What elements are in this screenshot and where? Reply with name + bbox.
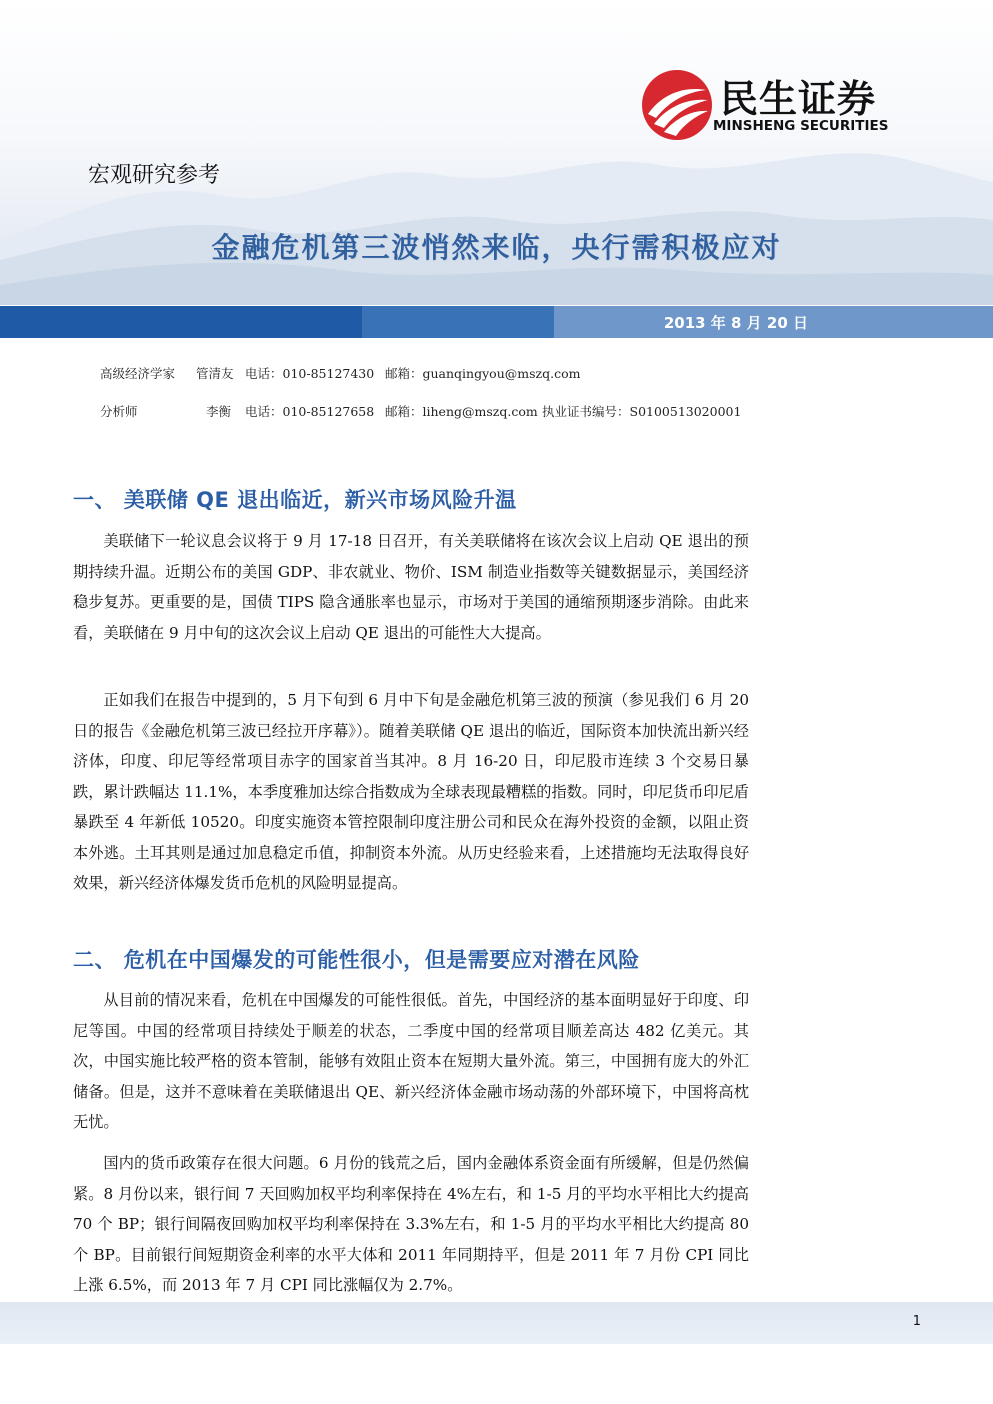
- author-license: 执业证书编号：S0100513020001: [542, 404, 742, 419]
- page-number: 1: [912, 1314, 921, 1329]
- brand-name-en: MINSHENG SECURITIES: [713, 118, 889, 134]
- author-role: 高级经济学家: [100, 366, 176, 381]
- author-email: 邮箱：liheng@mszq.com: [385, 404, 538, 419]
- header-banner: [0, 0, 993, 305]
- mountain-landscape-graphic: [0, 120, 993, 305]
- author-name: 李衡: [206, 404, 232, 419]
- section-heading: 二、 危机在中国爆发的可能性很小，但是需要应对潜在风险: [73, 948, 640, 972]
- date-bar: [0, 306, 993, 338]
- bar-segment: [362, 306, 554, 338]
- author-name: 管清友: [196, 366, 234, 381]
- brand-logo: [640, 68, 920, 140]
- report-date: 2013 年 8 月 20 日: [663, 314, 808, 332]
- report-series: 宏观研究参考: [88, 163, 221, 188]
- report-title: 金融危机第三波悄然来临，央行需积极应对: [211, 231, 782, 264]
- author-phone: 电话：010-85127430: [245, 366, 375, 381]
- author-email: 邮箱：guanqingyou@mszq.com: [385, 366, 581, 381]
- section-heading: 一、 美联储 QE 退出临近，新兴市场风险升温: [73, 488, 517, 512]
- author-role: 分析师: [100, 404, 138, 419]
- minsheng-logo-icon: [640, 68, 714, 142]
- footer-band: [0, 1302, 993, 1344]
- body-paragraph: 从目前的情况来看，危机在中国爆发的可能性很低。首先，中国经济的基本面明显好于印度、印尼等国。中国的经常项目持续处于顺差的状态，二季度中国的经常项目顺差高达 482 亿美元。其次，中国实施比较严格的资本管制，能够有效阻止资本在短期大量外流。第三，中国拥有庞大的外汇储备。但是，这并不意味着在美联储退出 QE、新兴经济体金融市场动荡的外部环境下，中国将高枕无忧。: [73, 991, 749, 1131]
- bar-segment: [0, 306, 362, 338]
- body-paragraph: 正如我们在报告中提到的，5 月下旬到 6 月中下旬是金融危机第三波的预演（参见我们 6 月 20 日的报告《金融危机第三波已经拉开序幕》）。随着美联储 QE 退出的临近，国际资本加快流出新兴经济体，印度、印尼等经常项目赤字的国家首当其冲。8 月 16-20 日，印尼股市连续 3 个交易日暴跌，累计跌幅达 11.1%，本季度雅加达综合指数成为全球表现最糟糕的指数。同时，印尼货币印尼盾暴跌至 4 年新低 10520。印度实施资本管控限制印度注册公司和民众在海外投资的金额，以阻止资本外逃。土耳其则是通过加息稳定币值，抑制资本外流。从历史经验来看，上述措施均无法取得良好效果，新兴经济体爆发货币危机的风险明显提高。: [73, 691, 749, 892]
- brand-name-cn: 民生证券: [720, 77, 877, 121]
- body-paragraph: 国内的货币政策存在很大问题。6 月份的钱荒之后，国内金融体系资金面有所缓解，但是仍然偏紧。8 月份以来，银行间 7 天回购加权平均利率保持在 4%左右，和 1-5 月的平均水平相比大约提高 70 个 BP；银行间隔夜回购加权平均利率保持在 3.3%左右，和 1-5 月的平均水平相比大约提高 80 个 BP。目前银行间短期资金利率的水平大体和 2011 年同期持平，但是 2011 年 7 月份 CPI 同比上涨 6.5%，而 2013 年 7 月 CPI 同比涨幅仅为 2.7%。: [73, 1154, 749, 1294]
- body-paragraph: 美联储下一轮议息会议将于 9 月 17-18 日召开，有关美联储将在该次会议上启动 QE 退出的预期持续升温。近期公布的美国 GDP、非农就业、物价、ISM 制造业指数等关键数据显示，美国经济稳步复苏。更重要的是，国债 TIPS 隐含通胀率也显示，市场对于美国的通缩预期逐步消除。由此来看，美联储在 9 月中旬的这次会议上启动 QE 退出的可能性大大提高。: [73, 532, 749, 642]
- author-phone: 电话：010-85127658: [245, 404, 375, 419]
